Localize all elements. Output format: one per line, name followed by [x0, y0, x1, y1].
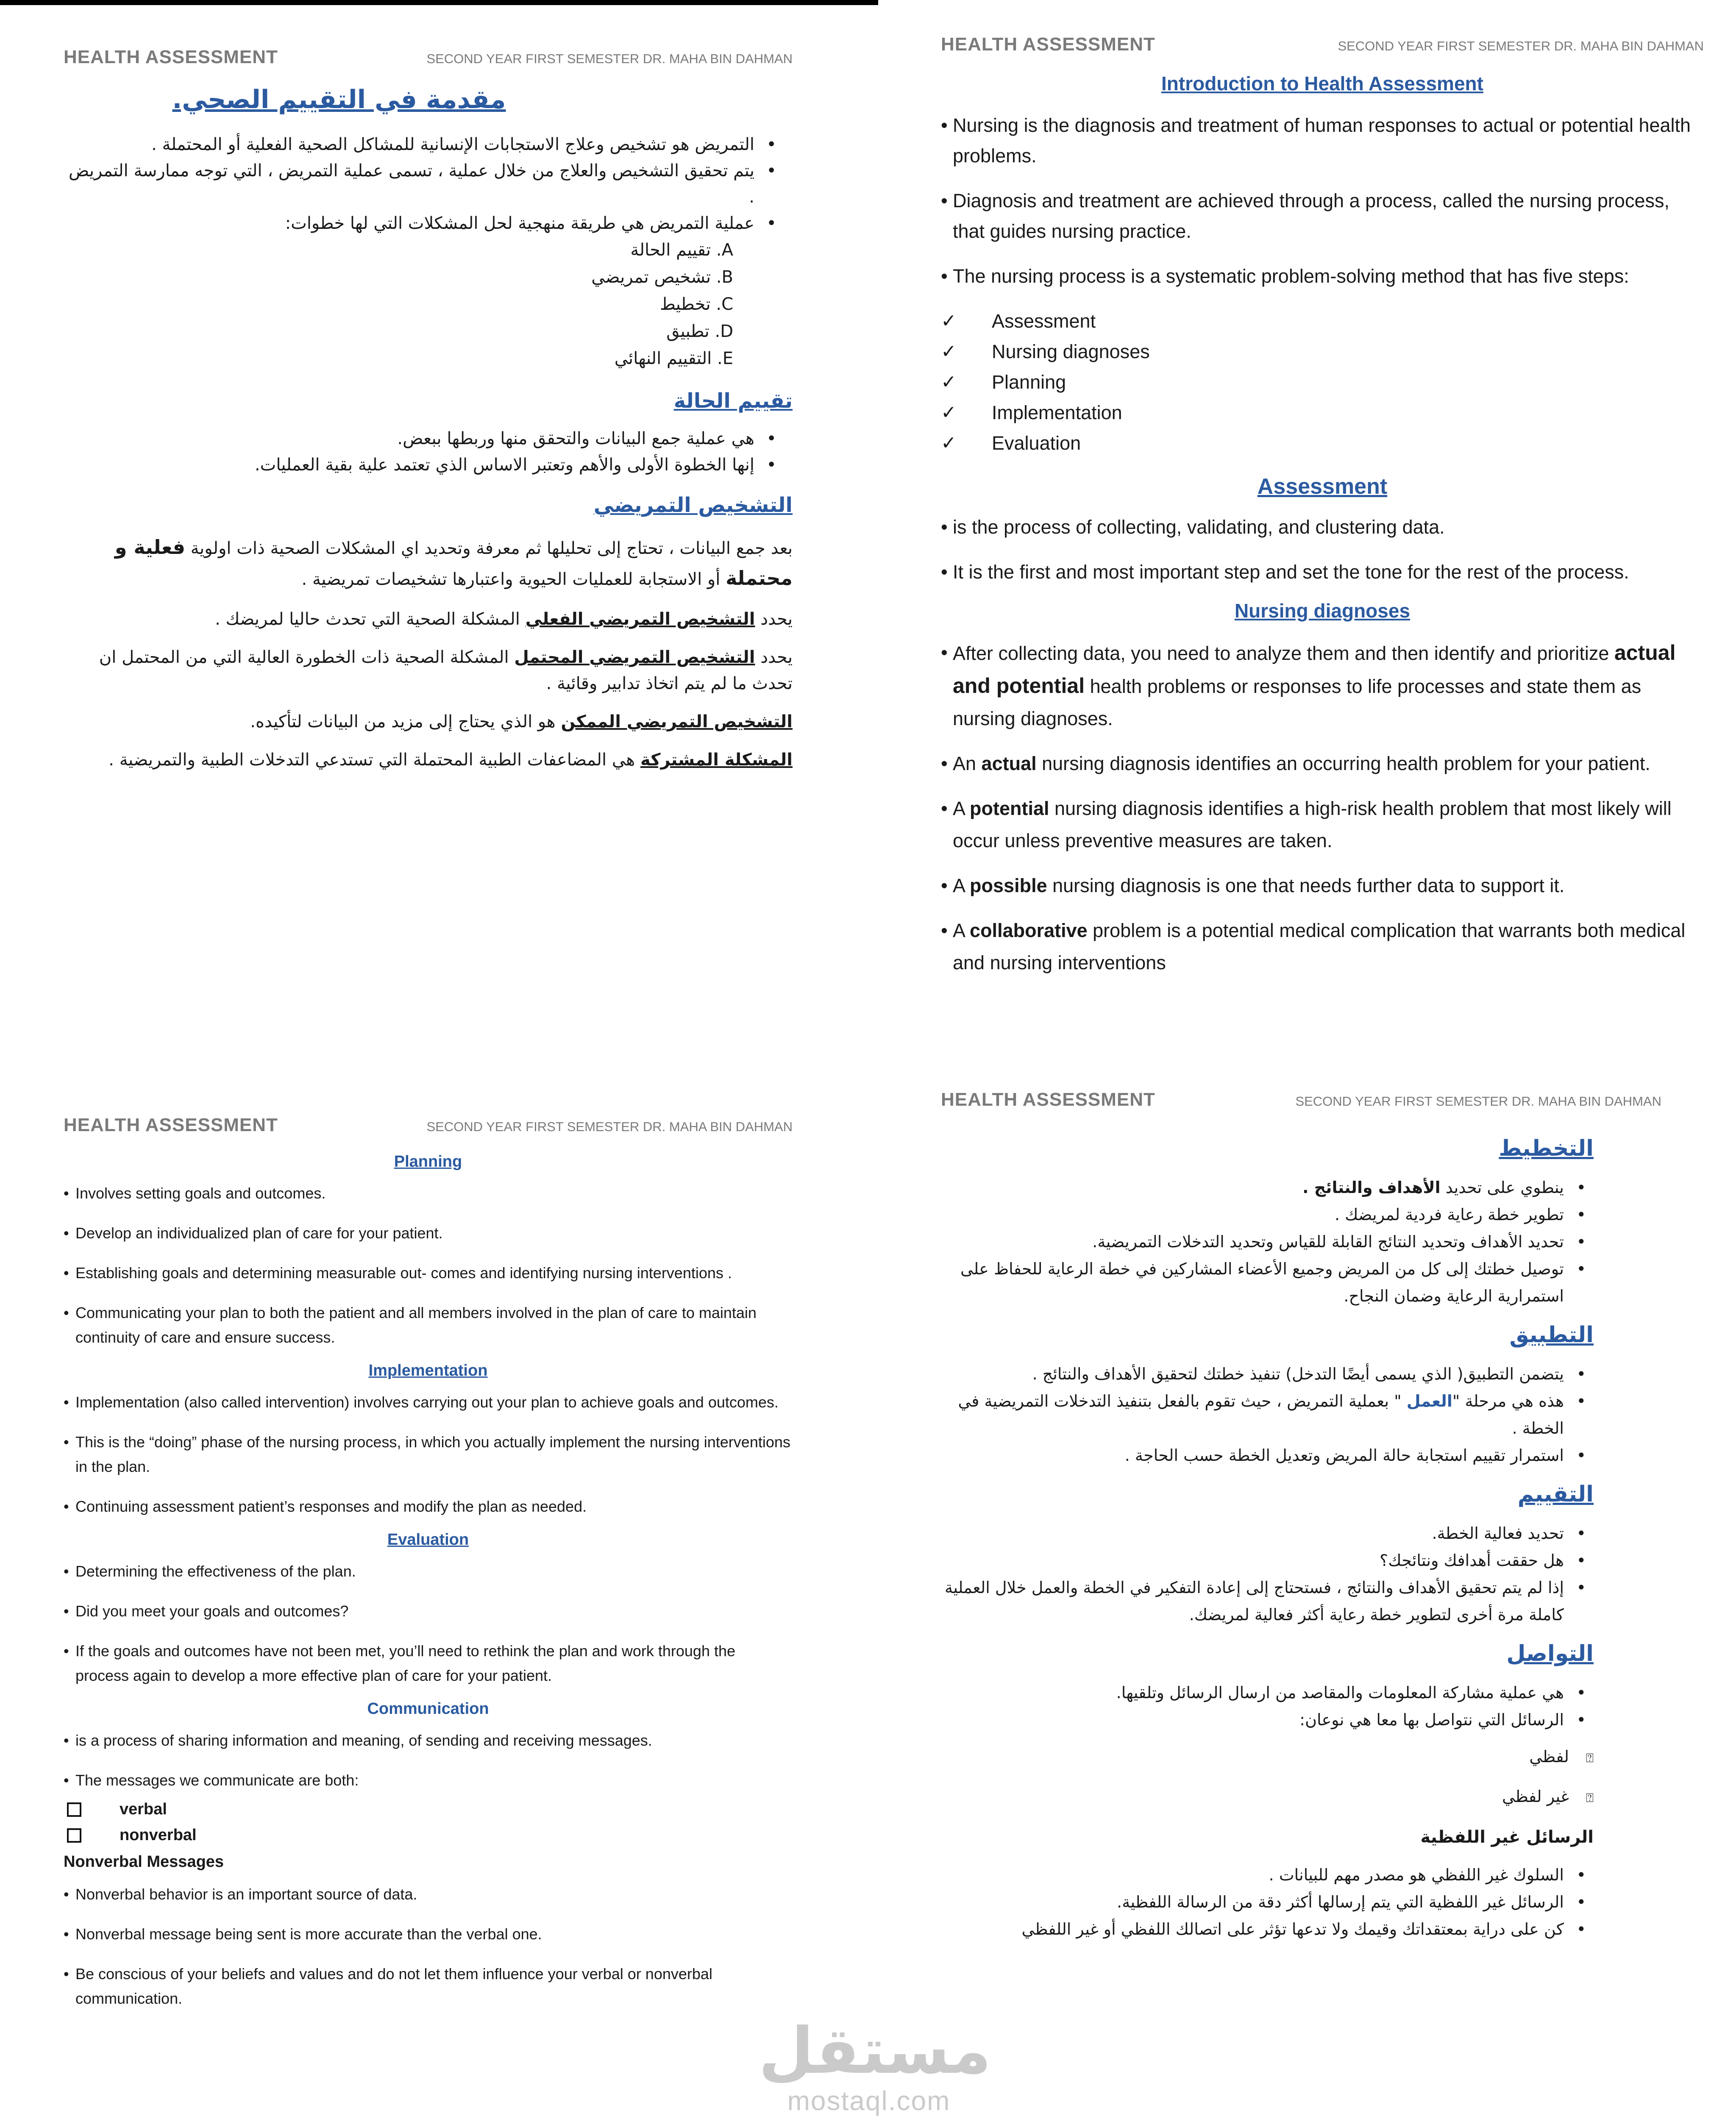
list-item: • Implementation (also called intervention) involves carrying out your plan to achieve goals and outcomes. [64, 1390, 793, 1415]
page-header [941, 1089, 1661, 1110]
list-item: • Establishing goals and determining measurable out- comes and identifying nursing interventions . [64, 1261, 793, 1285]
list-item: ✓ Planning [941, 367, 1704, 398]
diagnoses-bullets [941, 637, 1704, 979]
list-item: • It is the first and most important step and set the tone for the rest of the process. [941, 557, 1704, 587]
list-item: • Develop an individualized plan of care for your patient. [64, 1221, 793, 1246]
list-item: • The nursing process is a systematic problem-solving method that has five steps: [941, 261, 1704, 292]
list-item: • هذه هي مرحلة "العمل " بعملية التمريض ، حيث تقوم بالفعل بتنفيذ التدخلات التمريضية في الخطة . [941, 1388, 1594, 1442]
page-english-intro [941, 34, 1704, 1051]
page-title: مقدمة في التقييم الصحي. [172, 85, 506, 114]
watermark-arabic: مستقل [759, 2014, 991, 2088]
section-title-assessment: تقييم الحالة [673, 389, 793, 413]
section-title-evaluation: Evaluation [387, 1531, 469, 1549]
check-icon: ✓ [941, 433, 957, 453]
list-item: • تحديد فعالية الخطة. [941, 1520, 1594, 1547]
list-item: • Nonverbal behavior is an important source of data. [64, 1882, 793, 1907]
list-item: • After collecting data, you need to analyze them and then identify and prioritize actual and potential health problems or responses to life processes and state them as nursing diagnoses. [941, 637, 1704, 735]
list-item: A. تقييم الحالة [630, 240, 733, 260]
page-arabic-process [941, 1089, 1661, 2119]
list-item: verbal [64, 1800, 793, 1819]
evaluation-bullets [64, 1559, 793, 1688]
list-item: • استمرار تقييم استجابة حالة المريض وتعديل الخطة حسب الحاجة . [941, 1442, 1594, 1469]
possible-diagnosis-paragraph: التشخيص التمريضي الممكن هو الذي يحتاج إلى مزيد من البيانات لتأكيده. [250, 712, 793, 731]
header-title: HEALTH ASSESSMENT [64, 1115, 278, 1135]
section-title-assessment: Assessment [1257, 474, 1388, 499]
message-types [64, 1800, 793, 1844]
section-title-communication: Communication [367, 1700, 489, 1718]
evaluation-bullets [941, 1520, 1594, 1628]
list-item: • يتم تحقيق التشخيص والعلاج من خلال عملية ، تسمى عملية التمريض ، التي توجه ممارسة التمريض . [64, 158, 784, 210]
list-item: • Involves setting goals and outcomes. [64, 1181, 793, 1206]
list-item: ⍰غير لفظي [1502, 1787, 1594, 1806]
implementation-bullets [941, 1360, 1594, 1469]
actual-diagnosis-paragraph: يحدد التشخيص التمريضي الفعلي المشكلة الصحية التي تحدث حاليا لمريضك . [215, 609, 793, 629]
section-title-nonverbal: الرسائل غير اللفظية [1420, 1827, 1594, 1847]
list-item: • إذا لم يتم تحقيق الأهداف والنتائج ، فستحتاج إلى إعادة التفكير في الخطة والعمل خلال العملية كاملة مرة أخرى لتطوير خطة رعاية أكثر فعالية لمريضك. [941, 1574, 1594, 1628]
list-item: • هي عملية مشاركة المعلومات والمقاصد من ارسال الرسائل وتلقيها. [941, 1679, 1594, 1706]
page-english-process [64, 1115, 793, 2119]
header-course-info: SECOND YEAR FIRST SEMESTER DR. MAHA BIN DAHMAN [1295, 1094, 1661, 1109]
section-title-planning: Planning [394, 1153, 462, 1171]
list-item: • Diagnosis and treatment are achieved through a process, called the nursing process, that guides nursing practice. [941, 186, 1704, 247]
missing-glyph-icon: ⍰ [1586, 1751, 1594, 1766]
list-item: • A collaborative problem is a potential medical complication that warrants both medical and nursing interventions [941, 915, 1704, 979]
header-course-info: SECOND YEAR FIRST SEMESTER DR. MAHA BIN DAHMAN [426, 51, 793, 66]
list-item: • Nonverbal message being sent is more accurate than the verbal one. [64, 1922, 793, 1947]
section-title-nonverbal: Nonverbal Messages [64, 1853, 224, 1871]
checkbox-icon [67, 1802, 81, 1817]
list-item: D. تطبيق [666, 322, 733, 341]
assessment-bullets [64, 425, 784, 478]
intro-bullets [64, 131, 784, 236]
check-icon: ✓ [941, 311, 957, 331]
list-item: • تطوير خطة رعاية فردية لمريضك . [941, 1201, 1594, 1228]
section-title-diagnosis: التشخيص التمريضي [593, 493, 793, 517]
section-title-implementation: التطبيق [1509, 1322, 1594, 1348]
list-item: • Nursing is the diagnosis and treatment of human responses to actual or potential health problems. [941, 110, 1704, 171]
check-icon: ✓ [941, 372, 957, 392]
potential-diagnosis-paragraph: يحدد التشخيص التمريضي المحتمل المشكلة الصحية ذات الخطورة العالية التي من المحتمل ان تحدث ما لم يتم اتخاذ تدابير وقائية . [99, 648, 793, 693]
planning-bullets [941, 1174, 1594, 1310]
list-item: ✓ Assessment [941, 306, 1704, 336]
list-item: B. تشخيص تمريضي [591, 267, 733, 287]
list-item: • This is the “doing” phase of the nursing process, in which you actually implement the nursing interventions in the plan. [64, 1430, 793, 1479]
section-title-implementation: Implementation [368, 1362, 488, 1379]
page-header [941, 34, 1704, 55]
list-item: • Determining the effectiveness of the plan. [64, 1559, 793, 1584]
watermark-url: mostaql.com [787, 2086, 951, 2116]
page-header [64, 1115, 793, 1136]
list-item: • A potential nursing diagnosis identifies a high-risk health problem that most likely will occur unless preventive measures are taken. [941, 793, 1704, 857]
list-item: • هل حققت أهدافك ونتائجك؟ [941, 1547, 1594, 1574]
header-course-info: SECOND YEAR FIRST SEMESTER DR. MAHA BIN DAHMAN [1338, 39, 1704, 53]
missing-glyph-icon: ⍰ [1586, 1791, 1594, 1805]
list-item: nonverbal [64, 1826, 793, 1844]
page-arabic-intro [64, 47, 793, 1055]
collaborative-problem-paragraph: المشكلة المشتركة هي المضاعفات الطبية المحتملة التي تستدعي التدخلات الطبية والتمريضية . [108, 750, 793, 770]
header-title: HEALTH ASSESSMENT [941, 34, 1155, 55]
list-item: ✓ Evaluation [941, 428, 1704, 459]
header-course-info: SECOND YEAR FIRST SEMESTER DR. MAHA BIN DAHMAN [426, 1119, 793, 1134]
check-icon: ✓ [941, 402, 957, 423]
section-title-evaluation: التقييم [1517, 1482, 1594, 1507]
intro-bullets [941, 110, 1704, 292]
nonverbal-bullets [941, 1861, 1594, 1943]
list-item: • is a process of sharing information and meaning, of sending and receiving messages. [64, 1728, 793, 1753]
list-item: • Continuing assessment patient’s responses and modify the plan as needed. [64, 1494, 793, 1519]
steps-list [64, 236, 793, 372]
implementation-bullets [64, 1390, 793, 1519]
checkbox-icon [67, 1828, 81, 1843]
mostaql-watermark [759, 2014, 991, 2116]
section-title-planning: التخطيط [1499, 1136, 1594, 1161]
header-title: HEALTH ASSESSMENT [64, 47, 278, 67]
communication-bullets [64, 1728, 793, 1793]
list-item: • Did you meet your goals and outcomes? [64, 1599, 793, 1624]
communication-bullets [941, 1679, 1594, 1733]
section-title-communication: التواصل [1506, 1641, 1594, 1666]
list-item: • السلوك غير اللفظي هو مصدر مهم للبيانات . [941, 1861, 1594, 1888]
page-title: Introduction to Health Assessment [1161, 72, 1483, 95]
list-item: • The messages we communicate are both: [64, 1768, 793, 1793]
planning-bullets [64, 1181, 793, 1350]
section-title-nursing-diagnoses: Nursing diagnoses [1234, 600, 1410, 622]
list-item: • التمريض هو تشخيص وعلاج الاستجابات الإنسانية للمشاكل الصحية الفعلية أو المحتملة . [64, 131, 784, 158]
list-item: • توصيل خطتك إلى كل من المريض وجميع الأعضاء المشاركين في خطة الرعاية للحفاظ على استمرارية الرعاية وضمان النجاح. [941, 1255, 1594, 1310]
list-item: ✓ Implementation [941, 398, 1704, 428]
steps-checklist [941, 306, 1704, 459]
list-item: C. تخطيط [659, 295, 733, 314]
list-item: • If the goals and outcomes have not been met, you’ll need to rethink the plan and work through the process again to develop a more effective plan of care for your patient. [64, 1639, 793, 1688]
list-item: • تحديد الأهداف وتحديد النتائج القابلة للقياس وتحديد التدخلات التمريضية. [941, 1228, 1594, 1255]
nonverbal-bullets [64, 1882, 793, 2011]
list-item: • الرسائل التي نتواصل بها معا هي نوعان: [941, 1706, 1594, 1733]
list-item: • An actual nursing diagnosis identifies an occurring health problem for your patient. [941, 748, 1704, 780]
list-item: • A possible nursing diagnosis is one that needs further data to support it. [941, 870, 1704, 902]
list-item: • Be conscious of your beliefs and values and do not let them influence your verbal or nonverbal communication. [64, 1962, 793, 2011]
list-item: ✓ Nursing diagnoses [941, 336, 1704, 367]
message-types [941, 1738, 1594, 1817]
page-header [64, 47, 793, 68]
list-item: • إنها الخطوة الأولى والأهم وتعتبر الاساس الذي تعتمد علية بقية العمليات. [64, 452, 784, 478]
list-item: ⍰لفظي [1529, 1747, 1594, 1766]
list-item: • عملية التمريض هي طريقة منهجية لحل المشكلات التي لها خطوات: [64, 210, 784, 236]
check-icon: ✓ [941, 341, 957, 362]
list-item: • is the process of collecting, validating, and clustering data. [941, 512, 1704, 542]
diagnosis-paragraph: بعد جمع البيانات ، تحتاج إلى تحليلها ثم معرفة وتحديد اي المشكلات الصحية ذات اولوية فعلية و محتملة أو الاستجابة للعمليات الحيوية واعتبارها تشخيصات تمريضية . [114, 536, 793, 590]
header-title: HEALTH ASSESSMENT [941, 1089, 1155, 1110]
list-item: • الرسائل غير اللفظية التي يتم إرسالها أكثر دقة من الرسالة اللفظية. [941, 1888, 1594, 1916]
list-item: • كن على دراية بمعتقداتك وقيمك ولا تدعها تؤثر على اتصالك اللفظي أو غير اللفظي [941, 1916, 1594, 1943]
top-black-bar [0, 0, 878, 5]
list-item: • Communicating your plan to both the patient and all members involved in the plan of care to maintain continuity of care and ensure success. [64, 1301, 793, 1350]
list-item: • يتضمن التطبيق( الذي يسمى أيضًا التدخل) تنفيذ خطتك لتحقيق الأهداف والنتائج . [941, 1360, 1594, 1388]
assessment-bullets [941, 512, 1704, 587]
list-item: E. التقييم النهائي [614, 349, 733, 368]
list-item: • ينطوي على تحديد الأهداف والنتائج . [941, 1174, 1594, 1201]
list-item: • هي عملية جمع البيانات والتحقق منها وربطها ببعض. [64, 425, 784, 452]
